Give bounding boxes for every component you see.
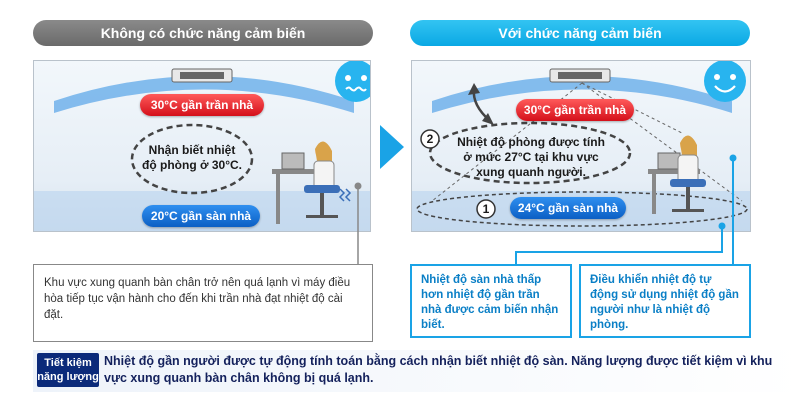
savings-text: Nhiệt độ gần người được tự động tính toán bằng cách nhận biết nhiệt độ sàn. Năng lượng được tiết kiệm vì khu vực xung quanh bàn chân không bị quá lạnh. xyxy=(104,354,773,385)
right-floor-temp-label: 24°C gần sàn nhà xyxy=(510,197,626,219)
left-ceiling-temp-label: 30°C gần trần nhà xyxy=(140,94,264,116)
right-ceiling-temp-label: 30°C gần trần nhà xyxy=(516,99,634,121)
marker-1-label: 1 xyxy=(482,202,490,216)
transition-arrow-icon xyxy=(380,125,404,169)
right-center-text: Nhiệt độ phòng được tính ở mức 27°C tại khu vực xung quanh người. xyxy=(457,135,605,179)
left-center-text: Nhận biết nhiệt độ phòng ở 30°C. xyxy=(142,143,242,172)
right-note-floor: Nhiệt độ sàn nhà thấp hơn nhiệt độ gần trần nhà được cảm biến nhận biết. xyxy=(410,264,572,338)
left-floor-temp-label: 20°C gần sàn nhà xyxy=(142,205,260,227)
savings-tag: Tiết kiệm năng lượng xyxy=(37,353,99,387)
marker-2-label: 2 xyxy=(426,132,434,146)
panel-without-sensor xyxy=(33,60,371,232)
left-note: Khu vực xung quanh bàn chân trở nên quá lạnh vì máy điều hòa tiếp tục vận hành cho đến khi trần nhà đạt nhiệt độ cài đặt. xyxy=(33,264,373,342)
right-note-person: Điều khiển nhiệt độ tự động sử dụng nhiệt độ gần người như là nhiệt độ phòng. xyxy=(579,264,751,338)
ceiling-ac-icon xyxy=(172,69,232,82)
cold-face-icon xyxy=(335,61,371,102)
panel-with-sensor xyxy=(411,60,751,232)
header-without-sensor: Không có chức năng cảm biến xyxy=(33,20,373,46)
happy-face-icon xyxy=(704,61,746,102)
ceiling-ac-icon xyxy=(550,69,610,82)
header-with-sensor: Với chức năng cảm biến xyxy=(410,20,750,46)
